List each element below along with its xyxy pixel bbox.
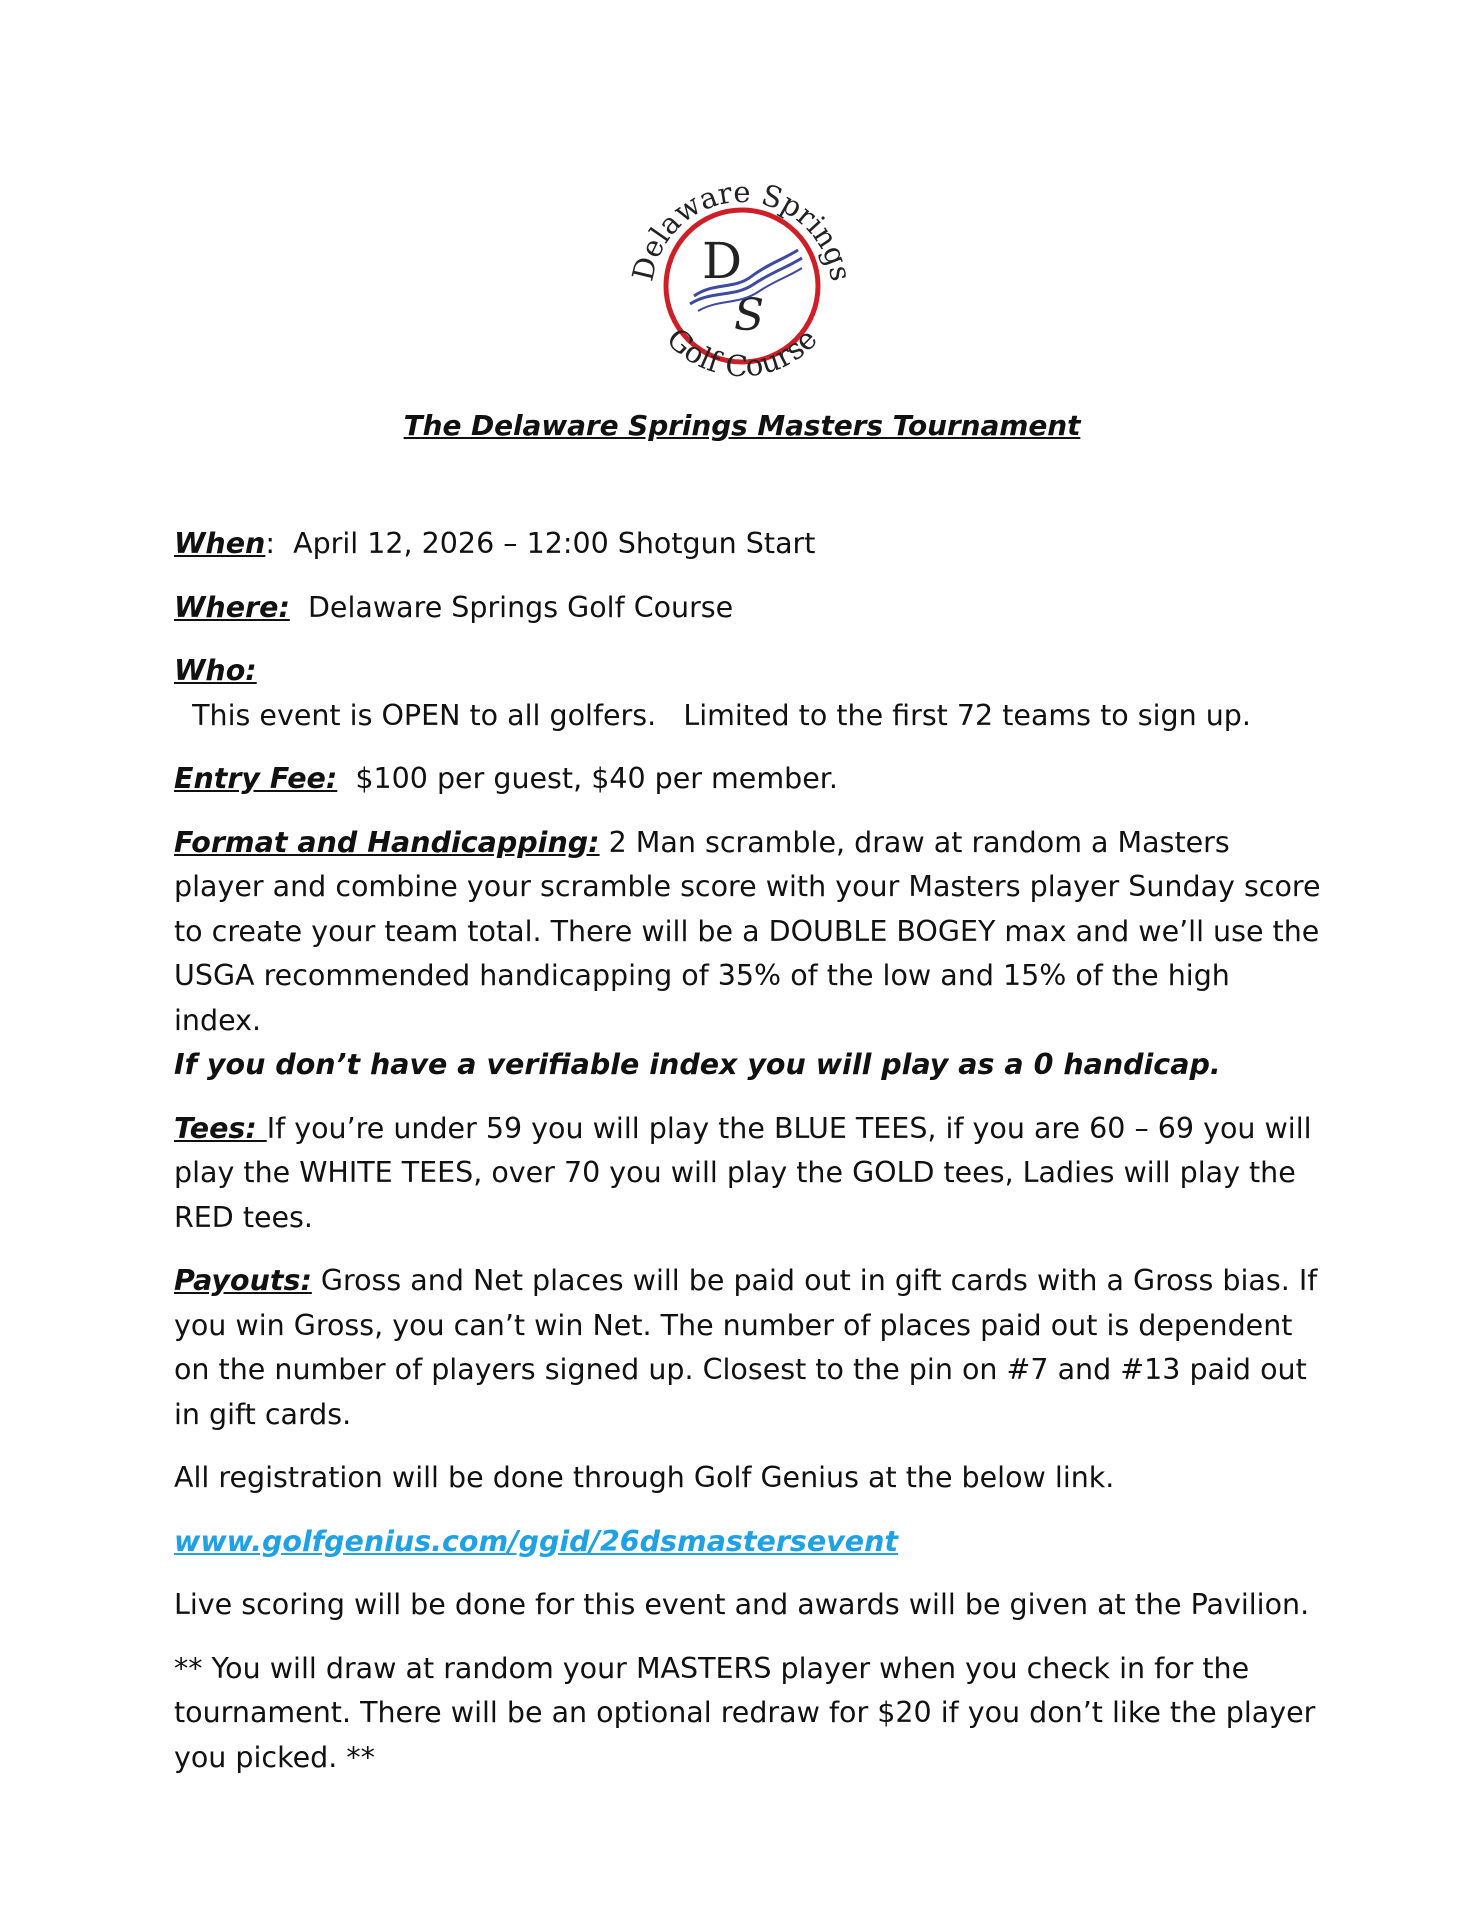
format-paragraph [174,821,1324,1088]
who-label: Who: [174,654,257,687]
entry-fee-label: Entry Fee: [174,762,338,795]
where-label: Where: [174,590,290,624]
tees-label: Tees: [174,1111,267,1145]
who-paragraph [174,649,1324,738]
delaware-springs-logo [622,158,862,398]
tournament-details [174,522,1324,1799]
payouts-text: Gross and Net places will be paid out in gift cards with a Gross bias. If you win Gross, you can’t win Net. The number of places paid out is dependent on the number of players signed up. Closest to the pin on #7 and #13 paid out in gift cards. [174,1264,1318,1431]
when-colon: : [265,527,275,560]
logo-bottom-text-path: Golf Course [660,321,824,384]
logo-letter-d: D [702,232,743,290]
tees-text: If you’re under 59 you will play the BLUE TEES, if you are 60 – 69 you will play the WHITE TEES, over 70 you will play the GOLD tees, Ladies will play the RED tees. [174,1111,1312,1234]
entry-fee-paragraph [174,757,1324,802]
registration-link-paragraph [174,1520,1324,1565]
when-label: When [174,527,266,560]
logo-top-text-path: Delaware Springs [625,174,859,285]
payouts-label: Payouts: [174,1264,312,1297]
format-emphasis: If you don’t have a verifiable index you will play as a 0 handicap. [174,1048,1221,1081]
registration-paragraph: All registration will be done through Golf Genius at the below link. [174,1461,1115,1494]
format-text: 2 Man scramble, draw at random a Masters player and combine your scramble score with your Masters player Sunday score to create your team total. There will be a DOUBLE BOGEY max and we’ll use the USGA recommended handicapping of 35% of the low and 15% of the high index. [174,825,1321,1037]
logo-letter-s: S [734,290,765,341]
live-scoring-paragraph: Live scoring will be done for this event and awards will be given at the Pavilion. [174,1588,1310,1621]
page-title: The Delaware Springs Masters Tournament [403,409,1081,442]
redraw-note-paragraph: ** You will draw at random your MASTERS player when you check in for the tournament. There will be an optional redraw for $20 if you don’t like the player you picked. ** [174,1651,1316,1774]
payouts-paragraph [174,1259,1324,1437]
entry-fee-text: $100 per guest, $40 per member. [337,762,838,795]
tees-paragraph [174,1107,1324,1241]
when-paragraph [174,522,1324,567]
registration-link[interactable]: www.golfgenius.com/ggid/26dsmastersevent [174,1524,899,1558]
where-text: Delaware Springs Golf Course [289,590,734,624]
who-text: This event is OPEN to all golfers. Limited to the first 72 teams to sign up. [174,698,1251,732]
format-label: Format and Handicapping: [174,825,600,859]
when-text: April 12, 2026 – 12:00 Shotgun Start [274,527,816,560]
where-paragraph [174,586,1324,631]
